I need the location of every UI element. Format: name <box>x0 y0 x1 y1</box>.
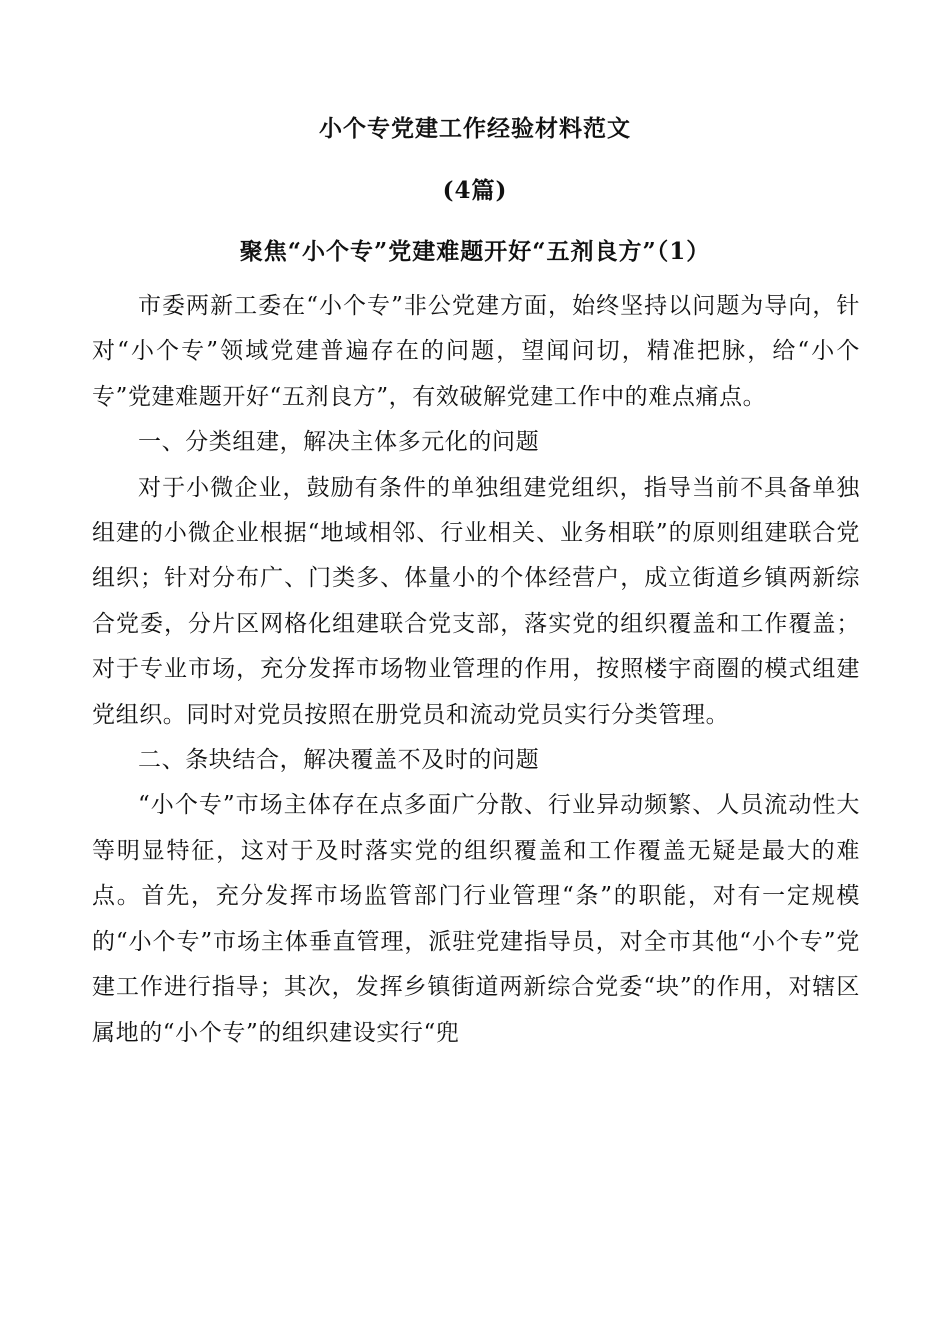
section-heading-two: 二、条块结合，解决覆盖不及时的问题 <box>138 747 540 774</box>
section-heading: 聚焦“小个专”党建难题开好“五剂良方”（1） <box>239 238 711 265</box>
document-count: (4篇) <box>442 177 508 204</box>
document-title: 小个专党建工作经验材料范文 <box>319 115 631 142</box>
body-paragraph: “小个专”市场主体存在点多面广分散、行业异动频繁、人员流动性大等明显特征，这对于及时落实党的组织覆盖和工作覆盖无疑是最大的难点。首先，充分发挥市场监管部门行业管理“条”的职能，对有一定规模的“小个专”市场主体垂直管理，派驻党建指导员，对全市其他“小个专”党建工作进行指导；其次，发挥乡镇街道两新综合党委“块”的作用，对辖区属地的“小个专”的组织建设实行“兜 <box>92 792 860 1046</box>
body-paragraph: 对于小微企业，鼓励有条件的单独组建党组织，指导当前不具备单独组建的小微企业根据“地域相邻、行业相关、业务相联”的原则组建联合党组织；针对分布广、门类多、体量小的个体经营户，成立街道乡镇两新综合党委，分片区网格化组建联合党支部，落实党的组织覆盖和工作覆盖；对于专业市场，充分发挥市场物业管理的作用，按照楼宇商圈的模式组建党组织。同时对党员按照在册党员和流动党员实行分类管理。 <box>92 474 860 728</box>
section-heading-one: 一、分类组建，解决主体多元化的问题 <box>138 429 540 456</box>
document-body <box>92 284 860 1056</box>
intro-paragraph: 市委两新工委在“小个专”非公党建方面，始终坚持以问题为导向，针对“小个专”领域党建普遍存在的问题，望闻问切，精准把脉，给“小个专”党建难题开好“五剂良方”，有效破解党建工作中的难点痛点。 <box>92 293 860 410</box>
